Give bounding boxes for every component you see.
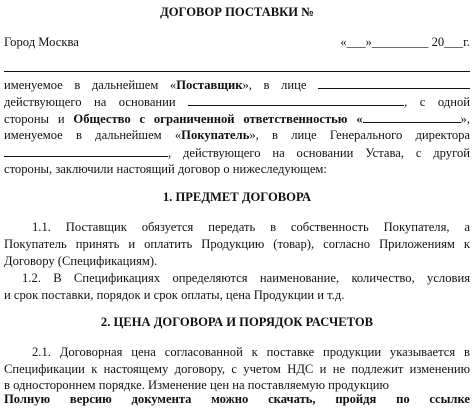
intro-line-4 [4, 127, 470, 144]
section-1-p2-line-1: 1.2. В Спецификациях определяются наименование, количество, условия [22, 271, 470, 285]
intro-text: », [460, 112, 470, 126]
section-2-p1-line-2: Спецификации к настоящему договору, с учетом НДС и не подлежит изменению [4, 362, 470, 376]
intro-text: , с одной [404, 95, 470, 109]
intro-line-3 [4, 110, 470, 127]
party-name-blank-line [4, 59, 470, 76]
intro-line-2 [4, 93, 470, 110]
section-1-p1-line-1: 1.1. Поставщик обязуется передать в собственность Покупателя, а [32, 220, 470, 234]
section-1-p1-line-3: Договору (Спецификациям). [4, 254, 158, 268]
supplier-term: Поставщик [176, 78, 243, 92]
intro-line-6: стороны, заключили настоящий договор о нижеследующем: [4, 162, 327, 176]
contract-date: «___»_________ 20___г. [340, 35, 470, 49]
llc-term: Общество с ограниченной ответственностью « [73, 112, 363, 126]
blank-field [4, 144, 168, 157]
buyer-term: Покупатель [181, 128, 250, 142]
city: Город Москва [4, 35, 79, 49]
section-2-heading: 2. ЦЕНА ДОГОВОРА И ПОРЯДОК РАСЧЕТОВ [100, 315, 374, 329]
intro-line-1 [4, 76, 470, 93]
section-2-p1-line-1: 2.1. Договорная цена согласованной к поставке продукции указывается в [32, 345, 470, 359]
intro-text: стороны и [4, 112, 74, 126]
section-1-p2-line-2: и срок поставки, порядок и срок оплаты, цена Продукции и т.д. [4, 288, 345, 302]
section-1-heading: 1. ПРЕДМЕТ ДОГОВОРА [162, 190, 312, 204]
header-line [4, 34, 470, 51]
intro-text: именуемое в дальнейшем « [4, 78, 177, 92]
intro-line-5 [4, 144, 470, 161]
blank-field [318, 76, 470, 89]
intro-text: », в лице Генерального директора [249, 128, 470, 142]
blank-field [363, 110, 461, 123]
intro-text: действующего на основании [4, 95, 176, 109]
section-2-p1-line-3: в одностороннем порядке. Изменение цен на поставляемую продукцию [4, 378, 389, 392]
blank-field [188, 93, 404, 106]
intro-text: именуемое в дальнейшем « [4, 128, 182, 142]
document-title: ДОГОВОР ПОСТАВКИ № [160, 5, 314, 19]
intro-text: », в лице [242, 78, 307, 92]
intro-text: , действующего на основании Устава, с другой [168, 146, 470, 160]
section-1-p1-line-2: Покупатель принять и оплатить Продукцию (товар), согласно Приложениям к [4, 237, 470, 251]
blank-field [4, 59, 470, 72]
download-full-version-link[interactable]: Полную версию документа можно скачать, пройдя по ссылке [4, 392, 470, 406]
